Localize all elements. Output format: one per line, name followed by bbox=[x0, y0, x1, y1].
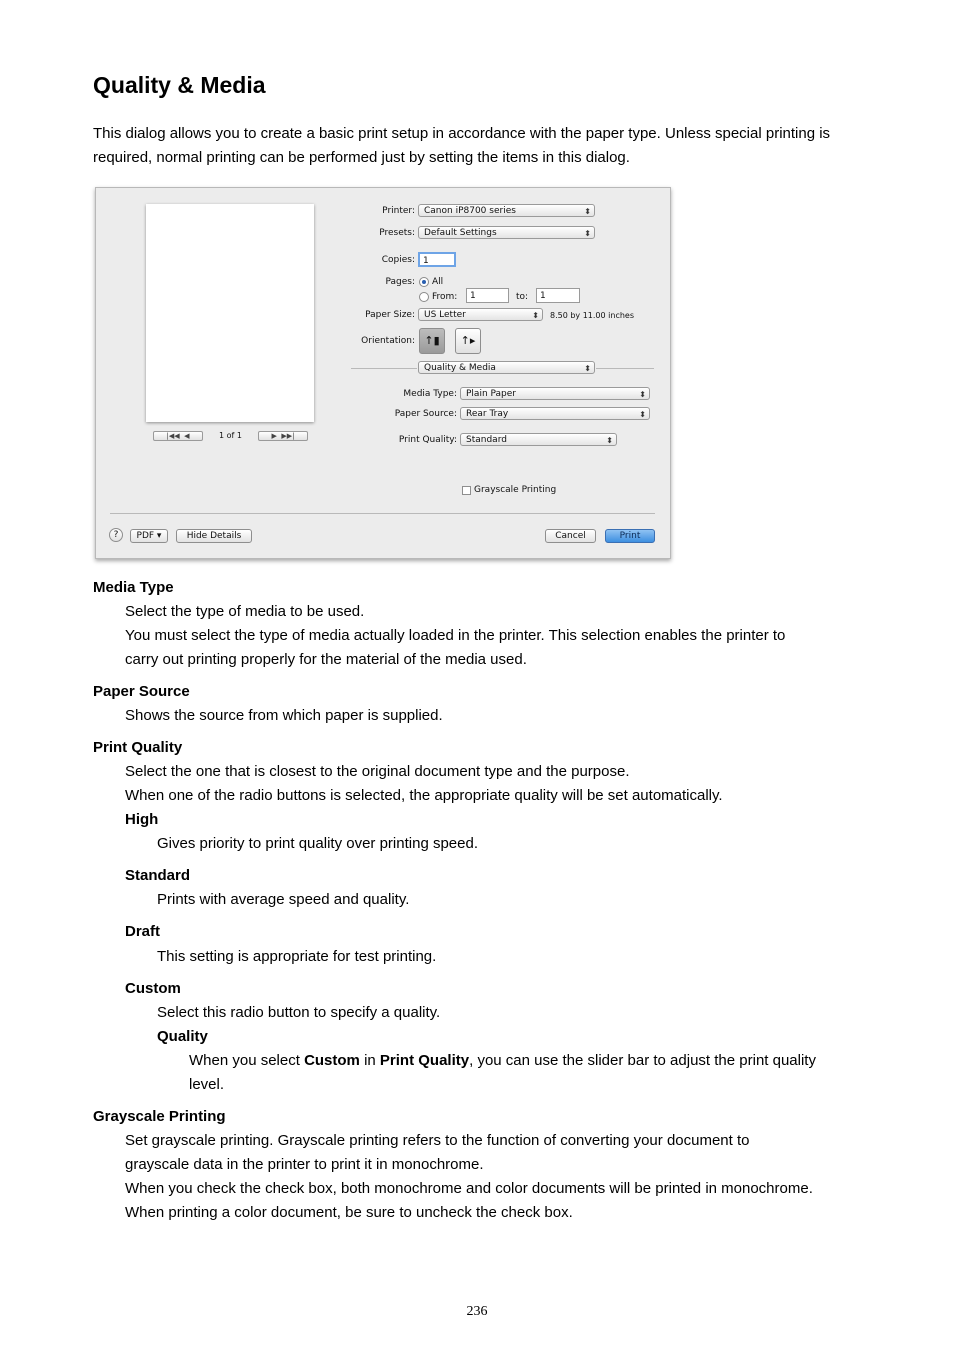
presets-label: Presets: bbox=[379, 228, 415, 238]
grayscale-text-3: When you check the check box, both monochrome and color documents will be printed in monochrome. bbox=[125, 1180, 813, 1197]
media-type-label: Media Type: bbox=[403, 389, 457, 399]
page-indicator: 1 of 1 bbox=[219, 431, 242, 440]
presets-popup[interactable] bbox=[418, 226, 595, 239]
next-last-page-button[interactable]: ▶ ▶▶| bbox=[258, 431, 308, 441]
paper-size-label: Paper Size: bbox=[365, 310, 415, 320]
bottom-separator bbox=[110, 513, 655, 514]
pages-all-radio[interactable] bbox=[419, 277, 429, 287]
updown-arrows-icon: ⬍ bbox=[639, 410, 646, 419]
paper-source-popup[interactable] bbox=[460, 407, 650, 420]
grayscale-text-1: Set grayscale printing. Grayscale printing refers to the function of converting your document to bbox=[125, 1132, 750, 1149]
printer-value: Canon iP8700 series bbox=[424, 206, 516, 216]
presets-value: Default Settings bbox=[424, 228, 497, 238]
standard-heading: Standard bbox=[125, 867, 191, 884]
pages-from-radio[interactable] bbox=[419, 292, 429, 302]
draft-text: This setting is appropriate for test printing. bbox=[157, 948, 437, 965]
cancel-button[interactable]: Cancel bbox=[545, 529, 596, 543]
paper-source-text-1: Shows the source from which paper is supplied. bbox=[125, 707, 443, 724]
custom-text: Select this radio button to specify a quality. bbox=[157, 1004, 441, 1021]
pages-all-label: All bbox=[432, 277, 444, 287]
paper-source-value: Rear Tray bbox=[466, 409, 509, 419]
print-button[interactable]: Print bbox=[605, 529, 655, 543]
print-quality-text-1: Select the one that is closest to the original document type and the purpose. bbox=[125, 763, 630, 780]
page-preview bbox=[146, 204, 314, 422]
media-type-text-1: Select the type of media to be used. bbox=[125, 603, 365, 620]
page-title: Quality & Media bbox=[93, 72, 266, 98]
draft-heading: Draft bbox=[125, 923, 161, 940]
media-type-text-2: You must select the type of media actually loaded in the printer. This selection enables the printer to bbox=[125, 627, 786, 644]
custom-heading: Custom bbox=[125, 980, 181, 997]
high-text: Gives priority to print quality over printing speed. bbox=[157, 835, 478, 852]
grayscale-heading: Grayscale Printing bbox=[93, 1108, 226, 1125]
updown-arrows-icon: ⬍ bbox=[532, 311, 539, 320]
pages-to-input[interactable]: 1 bbox=[536, 288, 580, 303]
orientation-label: Orientation: bbox=[361, 336, 415, 346]
paper-size-popup[interactable] bbox=[418, 308, 543, 321]
high-heading: High bbox=[125, 811, 159, 828]
pages-from-label: From: bbox=[432, 292, 458, 302]
quality-text-1 bbox=[189, 1049, 816, 1073]
quality-text-2: level. bbox=[189, 1076, 225, 1093]
quality-text-part: , you can use the slider bar to adjust the print quality bbox=[469, 1052, 816, 1069]
media-type-heading: Media Type bbox=[93, 579, 174, 596]
print-quality-label: Print Quality: bbox=[398, 435, 457, 445]
updown-arrows-icon: ⬍ bbox=[584, 364, 591, 373]
quality-text-print-quality: Print Quality bbox=[379, 1052, 470, 1069]
updown-arrows-icon: ⬍ bbox=[639, 390, 646, 399]
panel-separator-left bbox=[351, 368, 417, 369]
copies-label: Copies: bbox=[381, 255, 415, 265]
updown-arrows-icon: ⬍ bbox=[584, 229, 591, 238]
paper-source-label: Paper Source: bbox=[394, 409, 457, 419]
standard-text: Prints with average speed and quality. bbox=[157, 891, 410, 908]
pages-label: Pages: bbox=[385, 277, 415, 287]
media-type-popup[interactable] bbox=[460, 387, 650, 400]
printer-label: Printer: bbox=[382, 206, 415, 216]
pages-to-label: to: bbox=[516, 292, 529, 302]
paper-source-heading: Paper Source bbox=[93, 683, 190, 700]
panel-popup[interactable] bbox=[418, 361, 595, 374]
quality-text-part: in bbox=[359, 1052, 380, 1069]
print-quality-value: Standard bbox=[466, 435, 507, 445]
updown-arrows-icon: ⬍ bbox=[584, 207, 591, 216]
copies-input[interactable]: 1 bbox=[418, 252, 456, 267]
paper-size-info: 8.50 by 11.00 inches bbox=[550, 311, 635, 320]
print-quality-heading: Print Quality bbox=[93, 739, 183, 756]
print-quality-popup[interactable] bbox=[460, 433, 617, 446]
panel-value: Quality & Media bbox=[424, 363, 496, 373]
quality-heading: Quality bbox=[157, 1028, 208, 1045]
paper-size-value: US Letter bbox=[424, 310, 466, 320]
quality-text-part: When you select bbox=[189, 1052, 305, 1069]
first-prev-page-button[interactable]: |◀◀ ◀ bbox=[153, 431, 203, 441]
hide-details-button[interactable]: Hide Details bbox=[176, 529, 252, 543]
grayscale-text-2: grayscale data in the printer to print it in monochrome. bbox=[125, 1156, 484, 1173]
updown-arrows-icon: ⬍ bbox=[606, 436, 613, 445]
page-number: 236 bbox=[466, 1304, 488, 1319]
grayscale-text-4: When printing a color document, be sure to uncheck the check box. bbox=[125, 1204, 573, 1221]
landscape-orientation-button[interactable] bbox=[455, 328, 481, 354]
grayscale-label: Grayscale Printing bbox=[474, 485, 557, 495]
landscape-icon: ↑▸ bbox=[460, 334, 476, 347]
print-quality-text-2: When one of the radio buttons is selected, the appropriate quality will be set automatically. bbox=[125, 787, 723, 804]
panel-separator-right bbox=[596, 368, 654, 369]
print-dialog bbox=[95, 187, 671, 559]
grayscale-checkbox[interactable] bbox=[462, 486, 471, 495]
portrait-icon: ↑▮ bbox=[424, 334, 440, 347]
intro-paragraph: This dialog allows you to create a basic print setup in accordance with the paper type. Unless special printing is required, normal printing can be performed just by setting the items in this dialog. bbox=[93, 125, 831, 166]
printer-popup[interactable] bbox=[418, 204, 595, 217]
portrait-orientation-button[interactable] bbox=[419, 328, 445, 354]
help-button[interactable]: ? bbox=[109, 528, 123, 542]
media-type-value: Plain Paper bbox=[466, 389, 516, 399]
quality-text-custom: Custom bbox=[304, 1052, 360, 1069]
media-type-text-3: carry out printing properly for the material of the media used. bbox=[125, 651, 527, 668]
pages-from-input[interactable]: 1 bbox=[466, 288, 509, 303]
pdf-menu-button[interactable]: PDF ▾ bbox=[130, 529, 168, 543]
